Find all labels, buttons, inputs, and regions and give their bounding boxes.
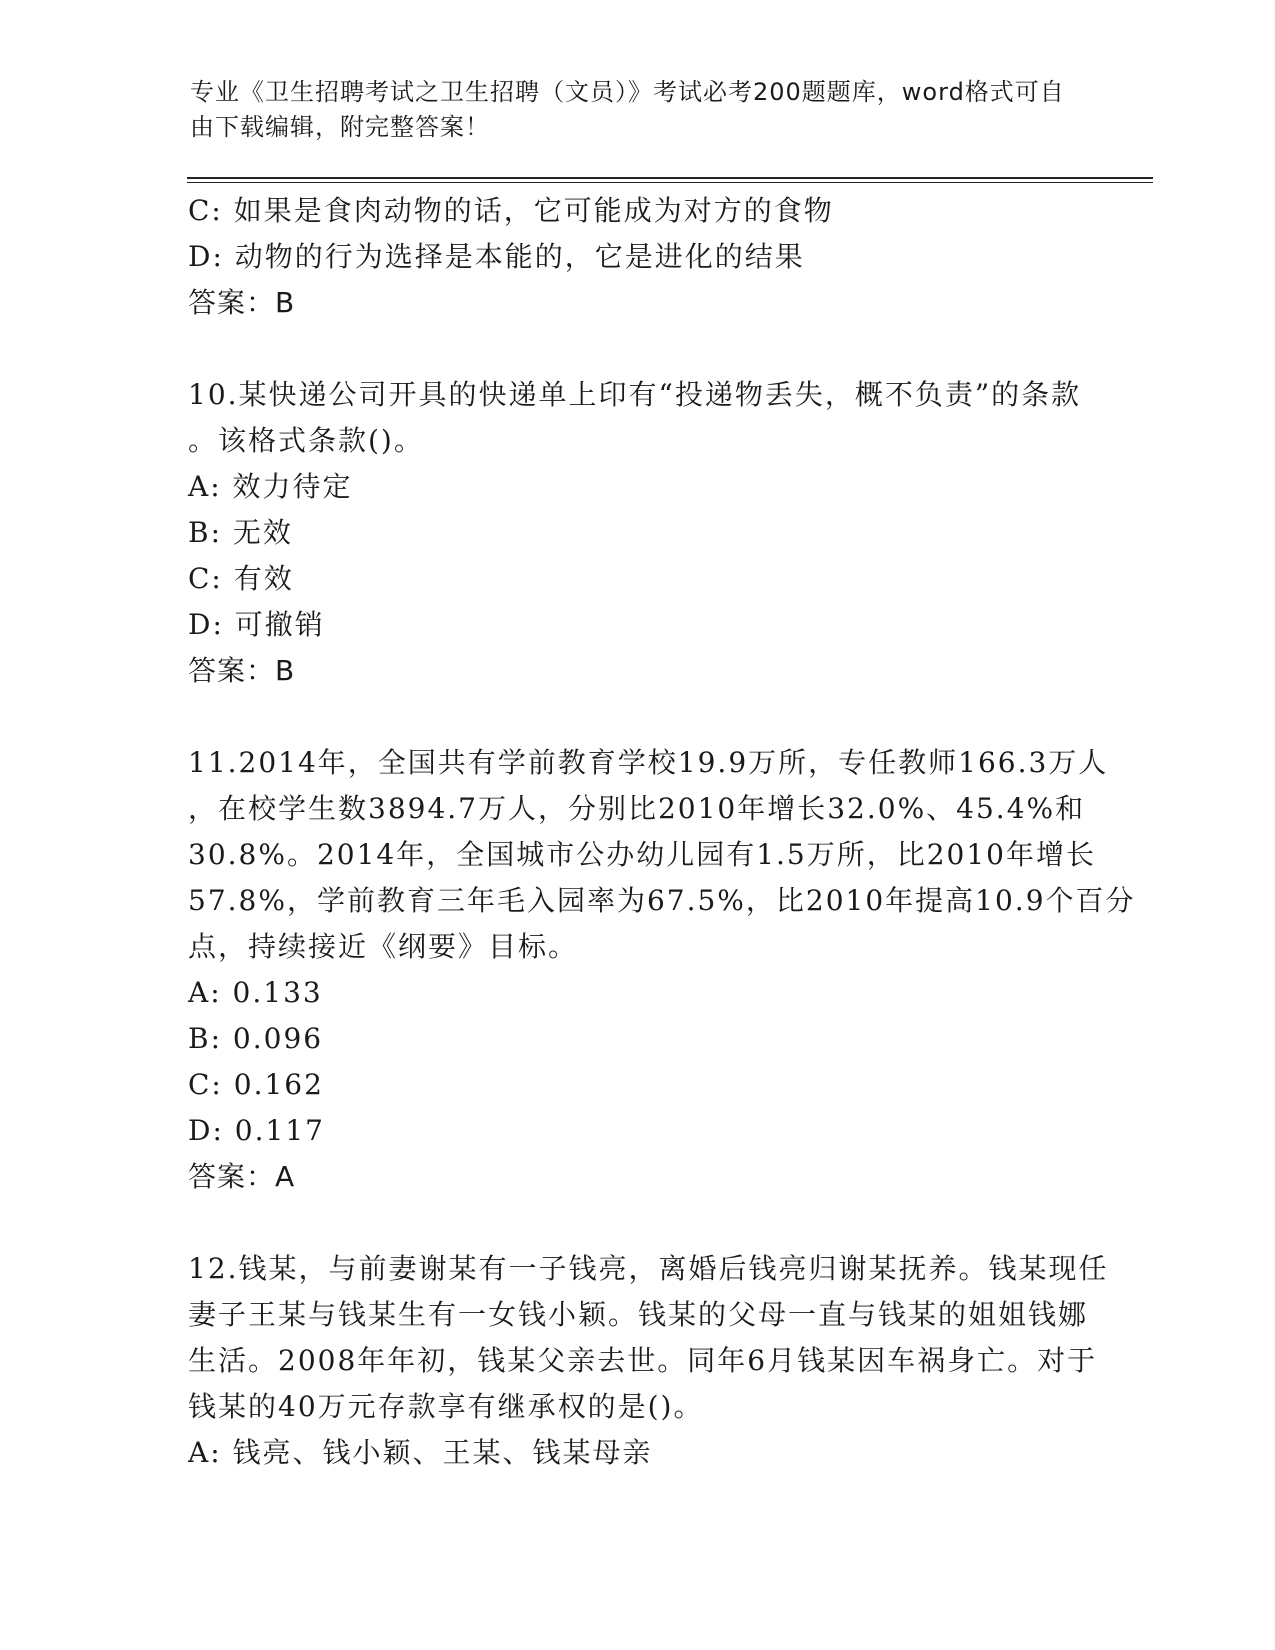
question-block-11 bbox=[188, 740, 1136, 1200]
question-stem-line: 10.某快递公司开具的快递单上印有“投递物丢失，概不负责”的条款 bbox=[188, 378, 1082, 411]
question-stem-line: 妻子王某与钱某生有一女钱小颖。钱某的父母一直与钱某的姐姐钱娜 bbox=[188, 1298, 1089, 1331]
option-d: D: 0.117 bbox=[188, 1114, 325, 1147]
answer-line: 答案：A bbox=[188, 1160, 296, 1193]
question-stem-line: 点，持续接近《纲要》目标。 bbox=[188, 930, 579, 963]
answer-line: 答案：B bbox=[188, 654, 296, 687]
question-stem-line: 生活。2008年年初，钱某父亲去世。同年6月钱某因车祸身亡。对于 bbox=[188, 1344, 1098, 1377]
option-a: A: 效力待定 bbox=[188, 470, 353, 503]
option-a: A: 0.133 bbox=[188, 976, 323, 1009]
option-d: D: 动物的行为选择是本能的，它是进化的结果 bbox=[188, 240, 805, 273]
option-c: C: 如果是食肉动物的话，它可能成为对方的食物 bbox=[188, 194, 834, 227]
option-d: D: 可撤销 bbox=[188, 608, 325, 641]
option-a: A: 钱亮、钱小颖、王某、钱某母亲 bbox=[188, 1436, 653, 1469]
header-rule-thick bbox=[187, 177, 1153, 179]
header-title-line-1: 专业《卫生招聘考试之卫生招聘（文员）》考试必考200题题库，word格式可自 bbox=[190, 78, 1065, 106]
header-rule-thin bbox=[187, 182, 1153, 183]
question-stem-line: 。该格式条款()。 bbox=[188, 424, 424, 457]
question-stem-line: 11.2014年，全国共有学前教育学校19.9万所，专任教师166.3万人 bbox=[188, 746, 1109, 779]
question-stem-line: 57.8%，学前教育三年毛入园率为67.5%，比2010年提高10.9个百分 bbox=[188, 884, 1136, 917]
option-b: B: 无效 bbox=[188, 516, 293, 549]
header-title-line-2: 由下载编辑，附完整答案！ bbox=[190, 113, 490, 141]
option-c: C: 0.162 bbox=[188, 1068, 324, 1101]
question-stem-line: ，在校学生数3894.7万人，分别比2010年增长32.0%、45.4%和 bbox=[188, 792, 1086, 825]
document-body bbox=[188, 188, 1136, 1476]
question-block-10 bbox=[188, 372, 1088, 694]
document-header bbox=[190, 75, 1090, 145]
option-b: B: 0.096 bbox=[188, 1022, 324, 1055]
question-stem-line: 30.8%。2014年，全国城市公办幼儿园有1.5万所，比2010年增长 bbox=[188, 838, 1096, 871]
question-block-12 bbox=[188, 1246, 1109, 1476]
option-c: C: 有效 bbox=[188, 562, 294, 595]
question-block-9-tail bbox=[188, 188, 1088, 326]
question-stem-line: 12.钱某，与前妻谢某有一子钱亮，离婚后钱亮归谢某抚养。钱某现任 bbox=[188, 1252, 1109, 1285]
question-stem-line: 钱某的40万元存款享有继承权的是()。 bbox=[188, 1390, 704, 1423]
answer-line: 答案：B bbox=[188, 286, 296, 319]
